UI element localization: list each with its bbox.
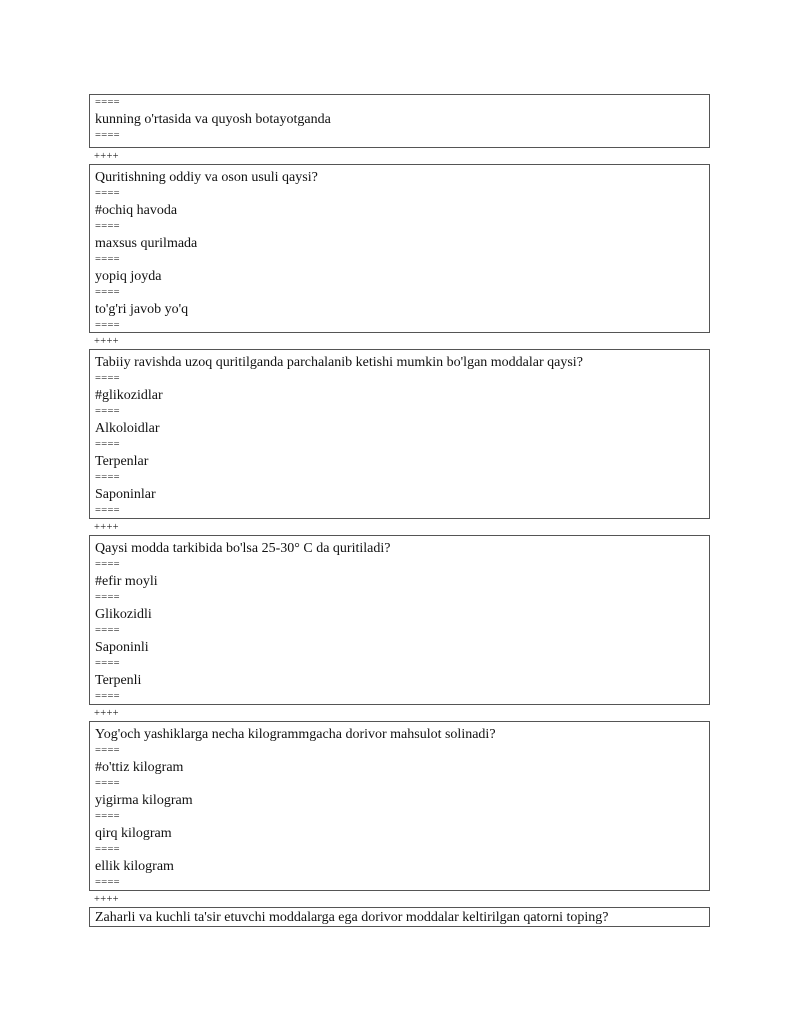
option-text: #efir moyli xyxy=(95,574,158,589)
option-text: maxsus qurilmada xyxy=(95,236,198,251)
option-text: Saponinlar xyxy=(95,487,156,502)
separator: ==== xyxy=(95,287,120,298)
option-text: ellik kilogram xyxy=(95,859,174,874)
separator: ==== xyxy=(95,188,120,199)
question-text: Quritishning oddiy va oson usuli qaysi? xyxy=(95,170,318,185)
separator: ==== xyxy=(95,373,120,384)
option-text: to'g'ri javob yo'q xyxy=(95,302,189,317)
separator: ==== xyxy=(95,844,120,855)
option-text: qirq kilogram xyxy=(95,826,172,841)
separator: ==== xyxy=(95,439,120,450)
option-text: yigirma kilogram xyxy=(95,793,193,808)
separator: ==== xyxy=(95,778,120,789)
separator: ==== xyxy=(95,254,120,265)
separator: ==== xyxy=(95,691,120,702)
separator: ==== xyxy=(95,406,120,417)
plus-separator: ++++ xyxy=(94,336,119,347)
question-text: Yog'och yashiklarga necha kilogrammgacha dorivor mahsulot solinadi? xyxy=(95,727,496,742)
separator: ==== xyxy=(95,559,120,570)
plus-separator: ++++ xyxy=(94,894,119,905)
question-text: Qaysi modda tarkibida bo'lsa 25-30° C da quritiladi? xyxy=(95,541,391,556)
separator: ==== xyxy=(95,472,120,483)
option-text: Terpenlar xyxy=(95,454,149,469)
separator: ==== xyxy=(95,97,120,108)
plus-separator: ++++ xyxy=(94,522,119,533)
separator: ==== xyxy=(95,320,120,331)
option-text: #ochiq havoda xyxy=(95,203,178,218)
separator: ==== xyxy=(95,221,120,232)
separator: ==== xyxy=(95,505,120,516)
option-text: Glikozidli xyxy=(95,607,152,622)
separator: ==== xyxy=(95,811,120,822)
question-block xyxy=(89,535,710,705)
question-text: Tabiiy ravishda uzoq quritilganda parchalanib ketishi mumkin bo'lgan moddalar qaysi? xyxy=(95,355,583,370)
question-block xyxy=(89,164,710,333)
separator: ==== xyxy=(95,745,120,756)
option-text: Terpenli xyxy=(95,673,142,688)
question-block xyxy=(89,349,710,519)
separator: ==== xyxy=(95,130,120,141)
plus-separator: ++++ xyxy=(94,708,119,719)
separator: ==== xyxy=(95,592,120,603)
answer-block-top xyxy=(89,94,710,148)
option-text: #o'ttiz kilogram xyxy=(95,760,184,775)
separator: ==== xyxy=(95,658,120,669)
question-block-partial xyxy=(89,907,710,927)
separator: ==== xyxy=(95,877,120,888)
plus-separator: ++++ xyxy=(94,151,119,162)
option-text: Alkoloidlar xyxy=(95,421,160,436)
option-text: yopiq joyda xyxy=(95,269,162,284)
option-text: kunning o'rtasida va quyosh botayotganda xyxy=(95,112,331,127)
separator: ==== xyxy=(95,625,120,636)
question-text: Zaharli va kuchli ta'sir etuvchi moddalarga ega dorivor moddalar keltirilgan qatorni toping? xyxy=(95,910,609,925)
option-text: Saponinli xyxy=(95,640,149,655)
question-block xyxy=(89,721,710,891)
option-text: #glikozidlar xyxy=(95,388,163,403)
